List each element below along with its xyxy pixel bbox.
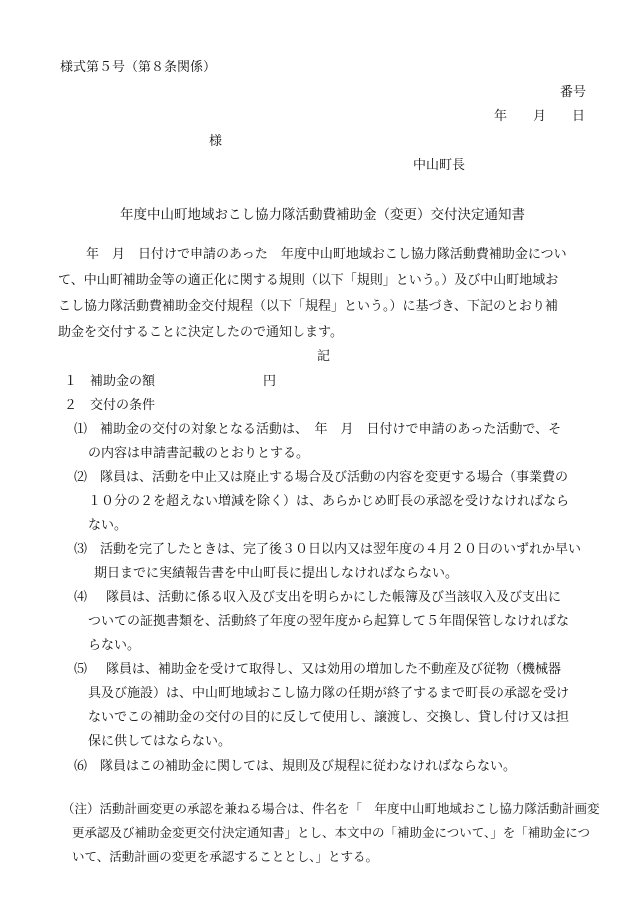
intro-line: 助金を交付することに決定したので通知します。 — [58, 325, 343, 340]
condition-number: ⑶ — [74, 542, 88, 557]
date-line: 年 月 日 — [494, 109, 586, 124]
condition-line: 具及び施設）は、中山町地域おこし協力隊の任期が終了するまで町長の承認を受け — [88, 686, 570, 701]
condition-number: ⑵ — [74, 470, 88, 485]
condition-line: 期日までに実績報告書を中山町長に提出しなければならない。 — [94, 566, 459, 581]
condition-number: ⑴ — [74, 422, 88, 437]
condition-line: ない。 — [88, 518, 128, 533]
note-line: いて、活動計画の変更を承認することとし、」とする。 — [72, 849, 379, 864]
condition-number: ⑸ — [74, 662, 88, 677]
note-line: 更承認及び補助金変更交付決定通知書」とし、本文中の「補助金について、」を「補助金につ — [72, 825, 591, 840]
condition-line: 隊員は、活動を中止又は廃止する場合及び活動の内容を変更する場合（事業費の — [100, 470, 569, 485]
intro-line: て、中山町補助金等の適正化に関する規則（以下「規則」という。）及び中山町地域お — [58, 273, 559, 288]
note-line: （注）活動計画変更の承認を兼ねる場合は、件名を「 年度中山町地域おこし協力隊活動計画変 — [62, 801, 600, 816]
condition-line: 隊員はこの補助金に関しては、規則及び規程に従わなければならない。 — [100, 759, 517, 774]
condition-line: 隊員は、活動に係る収入及び支出を明らかにした帳簿及び当該収入及び支出に — [106, 590, 562, 605]
condition-line: １０分の２を超えない増減を除く）は、あらかじめ町長の承認を受けなければなら — [88, 494, 570, 509]
intro-line: 年 月 日付けで申請のあった 年度中山町地域おこし協力隊活動費補助金につい — [86, 247, 567, 262]
condition-line: 補助金の交付の対象となる活動は、 年 月 日付けで申請のあった活動で、そ — [100, 422, 562, 437]
condition-number: ⑹ — [74, 759, 88, 774]
sender-name: 中山町長 — [413, 158, 466, 173]
condition-line: 隊員は、補助金を受けて取得し、又は効用の増加した不動産及び従物（機械器 — [106, 662, 562, 677]
condition-number: ⑷ — [74, 590, 88, 605]
condition-line: ないでこの補助金の交付の目的に反して使用し、譲渡し、交換し、貸し付け又は担 — [88, 710, 570, 725]
ki-marker: 記 — [317, 349, 331, 364]
condition-line: らない。 — [88, 638, 141, 653]
amount-label: １ 補助金の額 — [64, 374, 156, 389]
page-title: 年度中山町地域おこし協力隊活動費補助金（変更）交付決定通知書 — [120, 207, 525, 223]
addressee-suffix: 様 — [209, 134, 223, 149]
condition-line: 活動を完了したときは、完了後３０日以内又は翌年度の４月２０日のいずれか早い — [100, 542, 582, 557]
condition-line: の内容は申請書記載のとおりとする。 — [88, 446, 310, 461]
condition-line: ついての証拠書類を、活動終了年度の翌年度から起算して５年間保管しなければな — [88, 614, 570, 629]
condition-line: 保に供してはならない。 — [88, 734, 232, 749]
number-label: 番号 — [560, 85, 587, 100]
intro-line: こし協力隊活動費補助金交付規程（以下「規程」という。）に基づき、下記のとおり補 — [58, 299, 558, 314]
form-label: 様式第５号（第８条関係） — [60, 60, 217, 75]
conditions-label: ２ 交付の条件 — [64, 398, 156, 413]
amount-unit: 円 — [263, 374, 277, 389]
